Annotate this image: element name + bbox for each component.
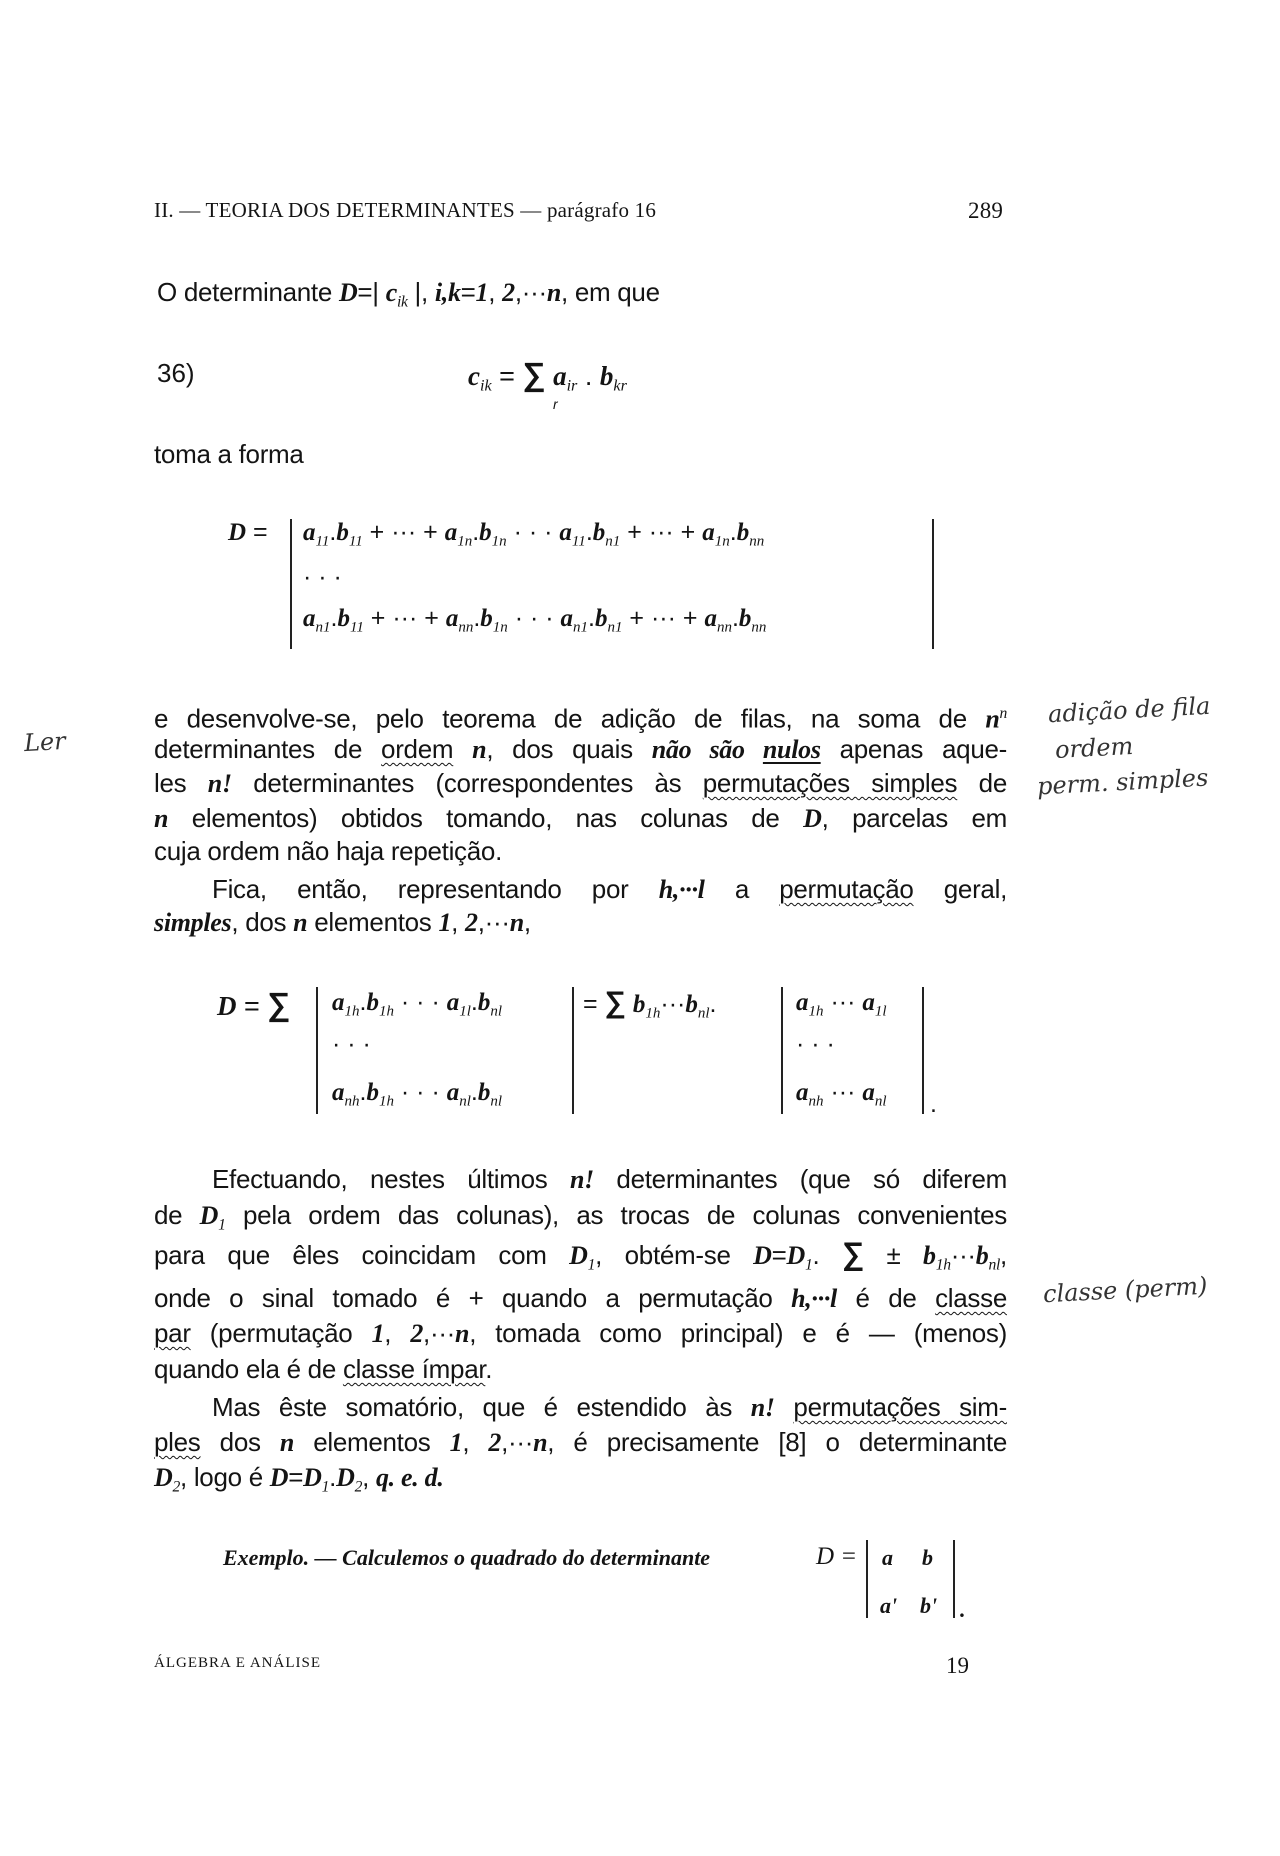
text-segment: toma a forma bbox=[154, 439, 304, 469]
matrix-row bbox=[796, 1078, 887, 1110]
text-segment: ··· bbox=[823, 1078, 863, 1106]
text-segment: ,··· bbox=[477, 907, 510, 937]
sigma-symbol: ∑ bbox=[842, 1236, 864, 1271]
sigma-symbol: ∑ bbox=[604, 986, 626, 1019]
text-segment: Efectuando, nestes últimos bbox=[212, 1164, 570, 1194]
text-segment: · · · bbox=[332, 1030, 371, 1058]
text-segment: a bbox=[704, 874, 780, 904]
text-segment: geral, bbox=[913, 874, 1007, 904]
text-segment: n bbox=[154, 804, 169, 833]
text-segment: , dos quais bbox=[486, 734, 652, 764]
text-segment bbox=[453, 734, 472, 764]
intro-line bbox=[157, 275, 660, 319]
matrix-bar bbox=[316, 987, 318, 1114]
running-title: II. — TEORIA DOS DETERMINANTES — parágrafo 16 bbox=[154, 198, 657, 222]
text-segment: 1 bbox=[371, 1319, 385, 1348]
text-segment: permutações sim- bbox=[793, 1392, 1007, 1422]
text-segment: b bbox=[599, 361, 614, 391]
text-segment: 2 bbox=[502, 278, 515, 307]
text-segment: Mas êste somatório, que é estendido às bbox=[212, 1392, 751, 1422]
text-segment: nl bbox=[874, 1093, 887, 1110]
matrix-end-dot: . bbox=[960, 1597, 966, 1622]
text-segment: n1 bbox=[315, 619, 331, 636]
text-segment: nl bbox=[697, 1005, 710, 1022]
text-segment: n bbox=[985, 704, 1000, 734]
matrix-entry-a-prime: a' bbox=[880, 1593, 898, 1618]
text-segment: , obtém-se bbox=[595, 1240, 754, 1270]
matrix-entry-b-prime: b' bbox=[920, 1593, 938, 1618]
text-segment: de bbox=[957, 768, 1007, 798]
text-segment: b bbox=[736, 519, 750, 546]
text-segment: h,···l bbox=[658, 875, 705, 904]
text-segment: determinantes (correspondentes às bbox=[231, 768, 703, 798]
text-segment: nn bbox=[716, 619, 732, 636]
text-segment: = bbox=[288, 1462, 304, 1492]
matrix-row bbox=[332, 1030, 371, 1059]
signature-number: 19 bbox=[946, 1653, 969, 1678]
text-segment: , parcelas em bbox=[821, 803, 1007, 833]
text-segment: n bbox=[999, 705, 1007, 722]
text-segment: |, bbox=[407, 277, 435, 307]
text-segment: 1l bbox=[874, 1003, 887, 1020]
sum-index: r bbox=[553, 396, 558, 412]
text-segment: n! bbox=[207, 769, 232, 798]
text-segment: b bbox=[336, 519, 349, 546]
text-segment: + ··· + bbox=[620, 518, 703, 546]
text-segment: . bbox=[588, 604, 595, 632]
text-segment: = bbox=[246, 518, 268, 546]
text-segment: nl bbox=[490, 1003, 503, 1020]
sigma-symbol: ∑ bbox=[522, 356, 546, 392]
text-segment: D bbox=[803, 804, 822, 833]
text-segment bbox=[546, 361, 554, 391]
text-segment: · · · bbox=[393, 988, 447, 1016]
text-segment: · · · bbox=[506, 518, 560, 546]
sigma-symbol: ∑ bbox=[267, 986, 291, 1022]
text-segment: . bbox=[329, 1462, 337, 1492]
text-line bbox=[154, 801, 1007, 836]
text-segment: 1l bbox=[459, 1003, 471, 1020]
text-segment: . bbox=[585, 518, 593, 546]
text-segment: elementos bbox=[294, 1427, 450, 1457]
text-segment: 1 bbox=[321, 1478, 330, 1496]
text-segment: . bbox=[472, 518, 480, 546]
text-segment: 1 bbox=[805, 1256, 813, 1274]
text-segment: D bbox=[569, 1241, 588, 1270]
text-segment: quando ela é de bbox=[154, 1354, 343, 1384]
text-segment: . bbox=[577, 361, 600, 391]
text-segment: , bbox=[523, 907, 531, 937]
text-segment: dos bbox=[200, 1427, 280, 1457]
text-segment: a bbox=[559, 519, 572, 546]
text-segment: . bbox=[812, 1240, 842, 1270]
text-segment: , é precisamente [8] o determinante bbox=[547, 1427, 1007, 1457]
text-segment: 1h bbox=[378, 1093, 394, 1110]
text-segment: D bbox=[217, 991, 237, 1021]
text-segment: n bbox=[455, 1319, 470, 1348]
text-line bbox=[154, 437, 304, 471]
text-segment: a bbox=[332, 989, 345, 1016]
text-segment: onde o sinal tomado é + quando a permutação bbox=[154, 1283, 792, 1313]
text-segment: a bbox=[704, 605, 717, 632]
text-segment: + ··· + bbox=[622, 604, 705, 632]
text-segment: teorema de adição de filas bbox=[442, 703, 786, 734]
text-segment: n1 bbox=[607, 619, 623, 636]
text-segment: elementos) obtidos tomando, nas colunas de bbox=[168, 803, 804, 833]
matrix-end-dot: . bbox=[930, 1090, 937, 1118]
text-line bbox=[154, 1460, 444, 1504]
text-segment: i,k bbox=[434, 278, 461, 307]
matrix-entry-a: a bbox=[882, 1545, 893, 1570]
text-segment: ± bbox=[863, 1240, 924, 1270]
text-segment: b bbox=[477, 1079, 491, 1106]
text-line bbox=[154, 1237, 1007, 1282]
text-segment: n bbox=[293, 908, 308, 937]
text-segment: n bbox=[472, 735, 487, 764]
text-segment: para que êles coincidam com bbox=[154, 1240, 570, 1270]
text-segment: ,··· bbox=[423, 1318, 456, 1348]
text-segment: n bbox=[546, 278, 561, 307]
text-segment: apenas aque- bbox=[820, 734, 1007, 764]
page-number: 289 bbox=[968, 198, 1004, 223]
equation-number: 36) bbox=[157, 358, 195, 388]
text-segment: kr bbox=[613, 376, 627, 395]
matrix-bar bbox=[866, 1540, 868, 1618]
text-segment: determinantes (que só diferem bbox=[593, 1164, 1007, 1194]
text-segment: nl bbox=[988, 1256, 1001, 1274]
text-segment: 1 bbox=[218, 1216, 226, 1234]
matrix-row bbox=[796, 1030, 835, 1059]
text-segment: determinantes de bbox=[154, 734, 382, 764]
matrix-bar bbox=[572, 987, 574, 1114]
text-segment: ik bbox=[479, 376, 492, 395]
text-segment: . bbox=[473, 604, 481, 632]
text-segment: 1n bbox=[491, 533, 507, 550]
text-segment: ,··· bbox=[514, 277, 547, 307]
text-segment: b bbox=[480, 605, 493, 632]
text-segment: D bbox=[303, 1463, 322, 1492]
text-line bbox=[154, 732, 1007, 767]
text-segment: a bbox=[445, 605, 459, 632]
text-segment: nn bbox=[751, 619, 767, 636]
handwritten-note: classe (perm) bbox=[1042, 1271, 1209, 1309]
text-segment: D bbox=[199, 1201, 219, 1230]
text-segment: ··· bbox=[823, 988, 863, 1016]
text-segment: b bbox=[337, 605, 350, 632]
text-line bbox=[154, 766, 1007, 801]
matrix-bar bbox=[781, 987, 783, 1114]
text-segment: Fica, então, representando por bbox=[212, 874, 659, 904]
text-segment: a bbox=[332, 1079, 345, 1106]
text-line bbox=[154, 1281, 1007, 1316]
text-segment: pela ordem das colunas), as trocas de colunas convenientes bbox=[225, 1200, 1007, 1230]
text-segment: D bbox=[154, 1463, 173, 1492]
text-segment: 2 bbox=[488, 1428, 502, 1457]
text-segment: q. e. d. bbox=[375, 1463, 444, 1492]
matrix-lhs bbox=[217, 986, 290, 1023]
text-line bbox=[154, 834, 502, 868]
text-segment: h,···l bbox=[791, 1284, 837, 1313]
text-segment: . bbox=[731, 604, 739, 632]
text-segment: b bbox=[632, 991, 646, 1018]
text-segment: 2 bbox=[465, 908, 478, 937]
text-segment: ,··· bbox=[501, 1427, 534, 1457]
text-segment: 1h bbox=[378, 1003, 394, 1020]
text-segment: b bbox=[975, 1241, 989, 1270]
text-segment: , bbox=[462, 1427, 489, 1457]
text-segment: . bbox=[330, 604, 338, 632]
text-segment: . bbox=[329, 518, 337, 546]
text-line bbox=[154, 697, 1007, 736]
text-segment: a bbox=[303, 605, 316, 632]
text-segment: 1 bbox=[587, 1256, 596, 1274]
matrix-bar bbox=[922, 987, 924, 1114]
text-segment: a bbox=[560, 605, 574, 632]
example-lhs: D = bbox=[816, 1543, 858, 1570]
text-segment: b bbox=[738, 605, 752, 632]
text-segment: = bbox=[460, 277, 476, 307]
text-segment: e desenvolve-se, pelo bbox=[154, 703, 443, 734]
text-segment: . bbox=[709, 990, 717, 1018]
matrix-row bbox=[303, 604, 766, 636]
text-segment: a bbox=[303, 519, 316, 546]
text-segment: , bbox=[488, 277, 503, 307]
text-segment: nulos bbox=[762, 735, 821, 764]
text-segment: D bbox=[786, 1241, 806, 1270]
handwritten-note: adição de fila bbox=[1047, 691, 1211, 729]
text-segment: 11 bbox=[349, 619, 364, 636]
text-segment: b bbox=[594, 605, 608, 632]
text-segment: , bbox=[451, 907, 465, 937]
text-segment: D bbox=[228, 519, 247, 546]
text-line bbox=[212, 872, 1007, 907]
text-segment: n1 bbox=[573, 619, 589, 636]
text-segment: 2 bbox=[410, 1319, 424, 1348]
handwritten-note: Ler bbox=[23, 726, 67, 758]
text-segment: a bbox=[444, 519, 458, 546]
text-segment: =| bbox=[357, 277, 386, 307]
text-segment: a bbox=[796, 989, 809, 1016]
text-segment: classe bbox=[935, 1283, 1007, 1313]
text-segment: nh bbox=[344, 1093, 360, 1110]
text-segment bbox=[775, 1392, 794, 1422]
text-segment: n1 bbox=[605, 533, 621, 550]
equation-36 bbox=[468, 356, 627, 396]
text-segment: 2 bbox=[172, 1478, 180, 1496]
text-segment: n! bbox=[750, 1393, 775, 1422]
matrix-row bbox=[796, 988, 887, 1020]
text-segment: a bbox=[862, 989, 875, 1016]
text-segment: nn bbox=[458, 619, 474, 636]
text-segment: , logo é bbox=[179, 1462, 270, 1492]
text-segment: = bbox=[771, 1240, 787, 1270]
book-title: ÁLGEBRA E ANÁLISE bbox=[154, 1655, 321, 1671]
matrix-row bbox=[303, 563, 342, 592]
text-segment: b bbox=[923, 1241, 936, 1270]
text-segment: n bbox=[509, 908, 524, 937]
text-line bbox=[212, 1390, 1007, 1425]
text-segment: ··· bbox=[950, 1240, 976, 1270]
text-line bbox=[154, 1198, 1007, 1242]
text-segment: 1n bbox=[457, 533, 473, 550]
text-segment: a bbox=[553, 361, 567, 391]
text-segment: D bbox=[269, 1463, 289, 1492]
text-segment: 2 bbox=[354, 1478, 363, 1496]
text-segment: . bbox=[359, 988, 367, 1016]
matrix-lhs bbox=[228, 518, 268, 547]
text-segment: 1 bbox=[475, 278, 489, 307]
text-segment: · · · bbox=[393, 1078, 447, 1106]
text-segment: a bbox=[446, 989, 460, 1016]
text-segment: ik bbox=[396, 293, 408, 311]
text-segment: não são bbox=[651, 735, 763, 764]
text-segment: , na soma de bbox=[785, 703, 986, 734]
text-segment: , tomada como principal) e é — (menos) bbox=[469, 1318, 1007, 1348]
text-segment: b bbox=[477, 989, 491, 1016]
text-segment: , bbox=[1000, 1240, 1007, 1270]
text-segment: , bbox=[384, 1318, 411, 1348]
text-segment: , bbox=[362, 1462, 376, 1492]
text-segment: c bbox=[385, 278, 397, 307]
text-line bbox=[154, 1425, 1007, 1460]
text-segment: b bbox=[592, 519, 606, 546]
text-segment: n! bbox=[569, 1165, 594, 1194]
text-segment: 1h bbox=[935, 1256, 951, 1274]
matrix-bar bbox=[290, 519, 292, 649]
text-segment: nl bbox=[459, 1093, 471, 1110]
text-segment: classe ímpar bbox=[342, 1354, 486, 1384]
text-segment: · · · bbox=[796, 1030, 835, 1058]
text-segment: D bbox=[338, 278, 358, 307]
text-segment: . bbox=[485, 1354, 493, 1384]
text-segment: a bbox=[702, 519, 715, 546]
matrix-entry-b: b bbox=[922, 1545, 933, 1570]
text-segment: = bbox=[236, 991, 268, 1021]
matrix-middle bbox=[583, 986, 717, 1022]
text-segment: + ··· + bbox=[362, 518, 445, 546]
text-segment: nl bbox=[490, 1093, 503, 1110]
text-line bbox=[154, 1316, 1007, 1351]
text-segment: D bbox=[336, 1463, 355, 1492]
text-segment: 1 bbox=[438, 908, 452, 937]
text-segment: ir bbox=[566, 376, 578, 395]
text-segment: , em que bbox=[560, 277, 660, 307]
text-segment: + ··· + bbox=[363, 604, 446, 632]
example-text: Exemplo. — Calculemos o quadrado do determinante bbox=[223, 1545, 711, 1570]
handwritten-note: perm. simples bbox=[1036, 763, 1209, 801]
text-line bbox=[154, 1352, 492, 1386]
text-segment: · · · bbox=[507, 604, 561, 632]
text-segment: = bbox=[491, 361, 523, 391]
text-segment: elementos bbox=[307, 907, 439, 937]
text-line bbox=[154, 905, 531, 940]
text-segment: = bbox=[583, 990, 605, 1018]
text-segment: 11 bbox=[348, 533, 363, 550]
text-segment: 1 bbox=[449, 1428, 463, 1457]
matrix-row bbox=[332, 1078, 502, 1110]
text-segment: 1n bbox=[492, 619, 508, 636]
text-segment: ··· bbox=[660, 990, 686, 1018]
text-segment bbox=[626, 990, 633, 1018]
text-segment: c bbox=[468, 361, 480, 391]
text-segment: é de bbox=[836, 1283, 936, 1313]
text-segment: b bbox=[685, 991, 698, 1018]
text-segment: 11 bbox=[315, 533, 330, 550]
text-segment: ordem bbox=[381, 734, 454, 764]
text-segment: ples bbox=[154, 1427, 201, 1457]
text-segment: a bbox=[446, 1079, 460, 1106]
matrix-bar bbox=[953, 1540, 955, 1618]
matrix-row bbox=[332, 988, 502, 1020]
text-segment: b bbox=[479, 519, 492, 546]
text-segment: 1n bbox=[714, 533, 730, 550]
text-segment: 1h bbox=[344, 1003, 360, 1020]
text-segment: n bbox=[533, 1428, 548, 1457]
text-segment: (permutação bbox=[190, 1318, 372, 1348]
text-segment: . bbox=[359, 1078, 367, 1106]
text-segment: . bbox=[470, 1078, 478, 1106]
text-segment: b bbox=[366, 1079, 379, 1106]
text-segment: D bbox=[753, 1241, 772, 1270]
matrix-bar bbox=[932, 519, 934, 649]
text-segment: a bbox=[862, 1079, 875, 1106]
text-segment: 1h bbox=[808, 1003, 824, 1020]
text-segment: , dos bbox=[231, 907, 294, 937]
handwritten-note: ordem bbox=[1054, 731, 1134, 765]
text-segment: par bbox=[154, 1318, 191, 1348]
text-segment: simples bbox=[154, 908, 232, 937]
text-segment: n bbox=[279, 1428, 295, 1457]
text-segment: nh bbox=[808, 1093, 824, 1110]
text-segment: nn bbox=[749, 533, 765, 550]
matrix-row bbox=[303, 518, 764, 550]
text-segment: · · · bbox=[303, 563, 342, 591]
text-segment: . bbox=[470, 988, 478, 1016]
text-segment: cuja ordem não haja repetição. bbox=[154, 836, 503, 866]
text-segment: . bbox=[729, 518, 737, 546]
text-segment: permutações simples bbox=[702, 768, 958, 798]
text-segment: de bbox=[154, 1200, 200, 1230]
text-segment: a bbox=[796, 1079, 809, 1106]
text-segment: les bbox=[154, 768, 208, 798]
text-segment: b bbox=[366, 989, 379, 1016]
text-line bbox=[212, 1162, 1007, 1197]
text-segment: O determinante bbox=[157, 277, 339, 307]
text-segment: 11 bbox=[571, 533, 586, 550]
text-segment: 1h bbox=[645, 1005, 661, 1022]
text-segment: permutação bbox=[779, 874, 914, 904]
